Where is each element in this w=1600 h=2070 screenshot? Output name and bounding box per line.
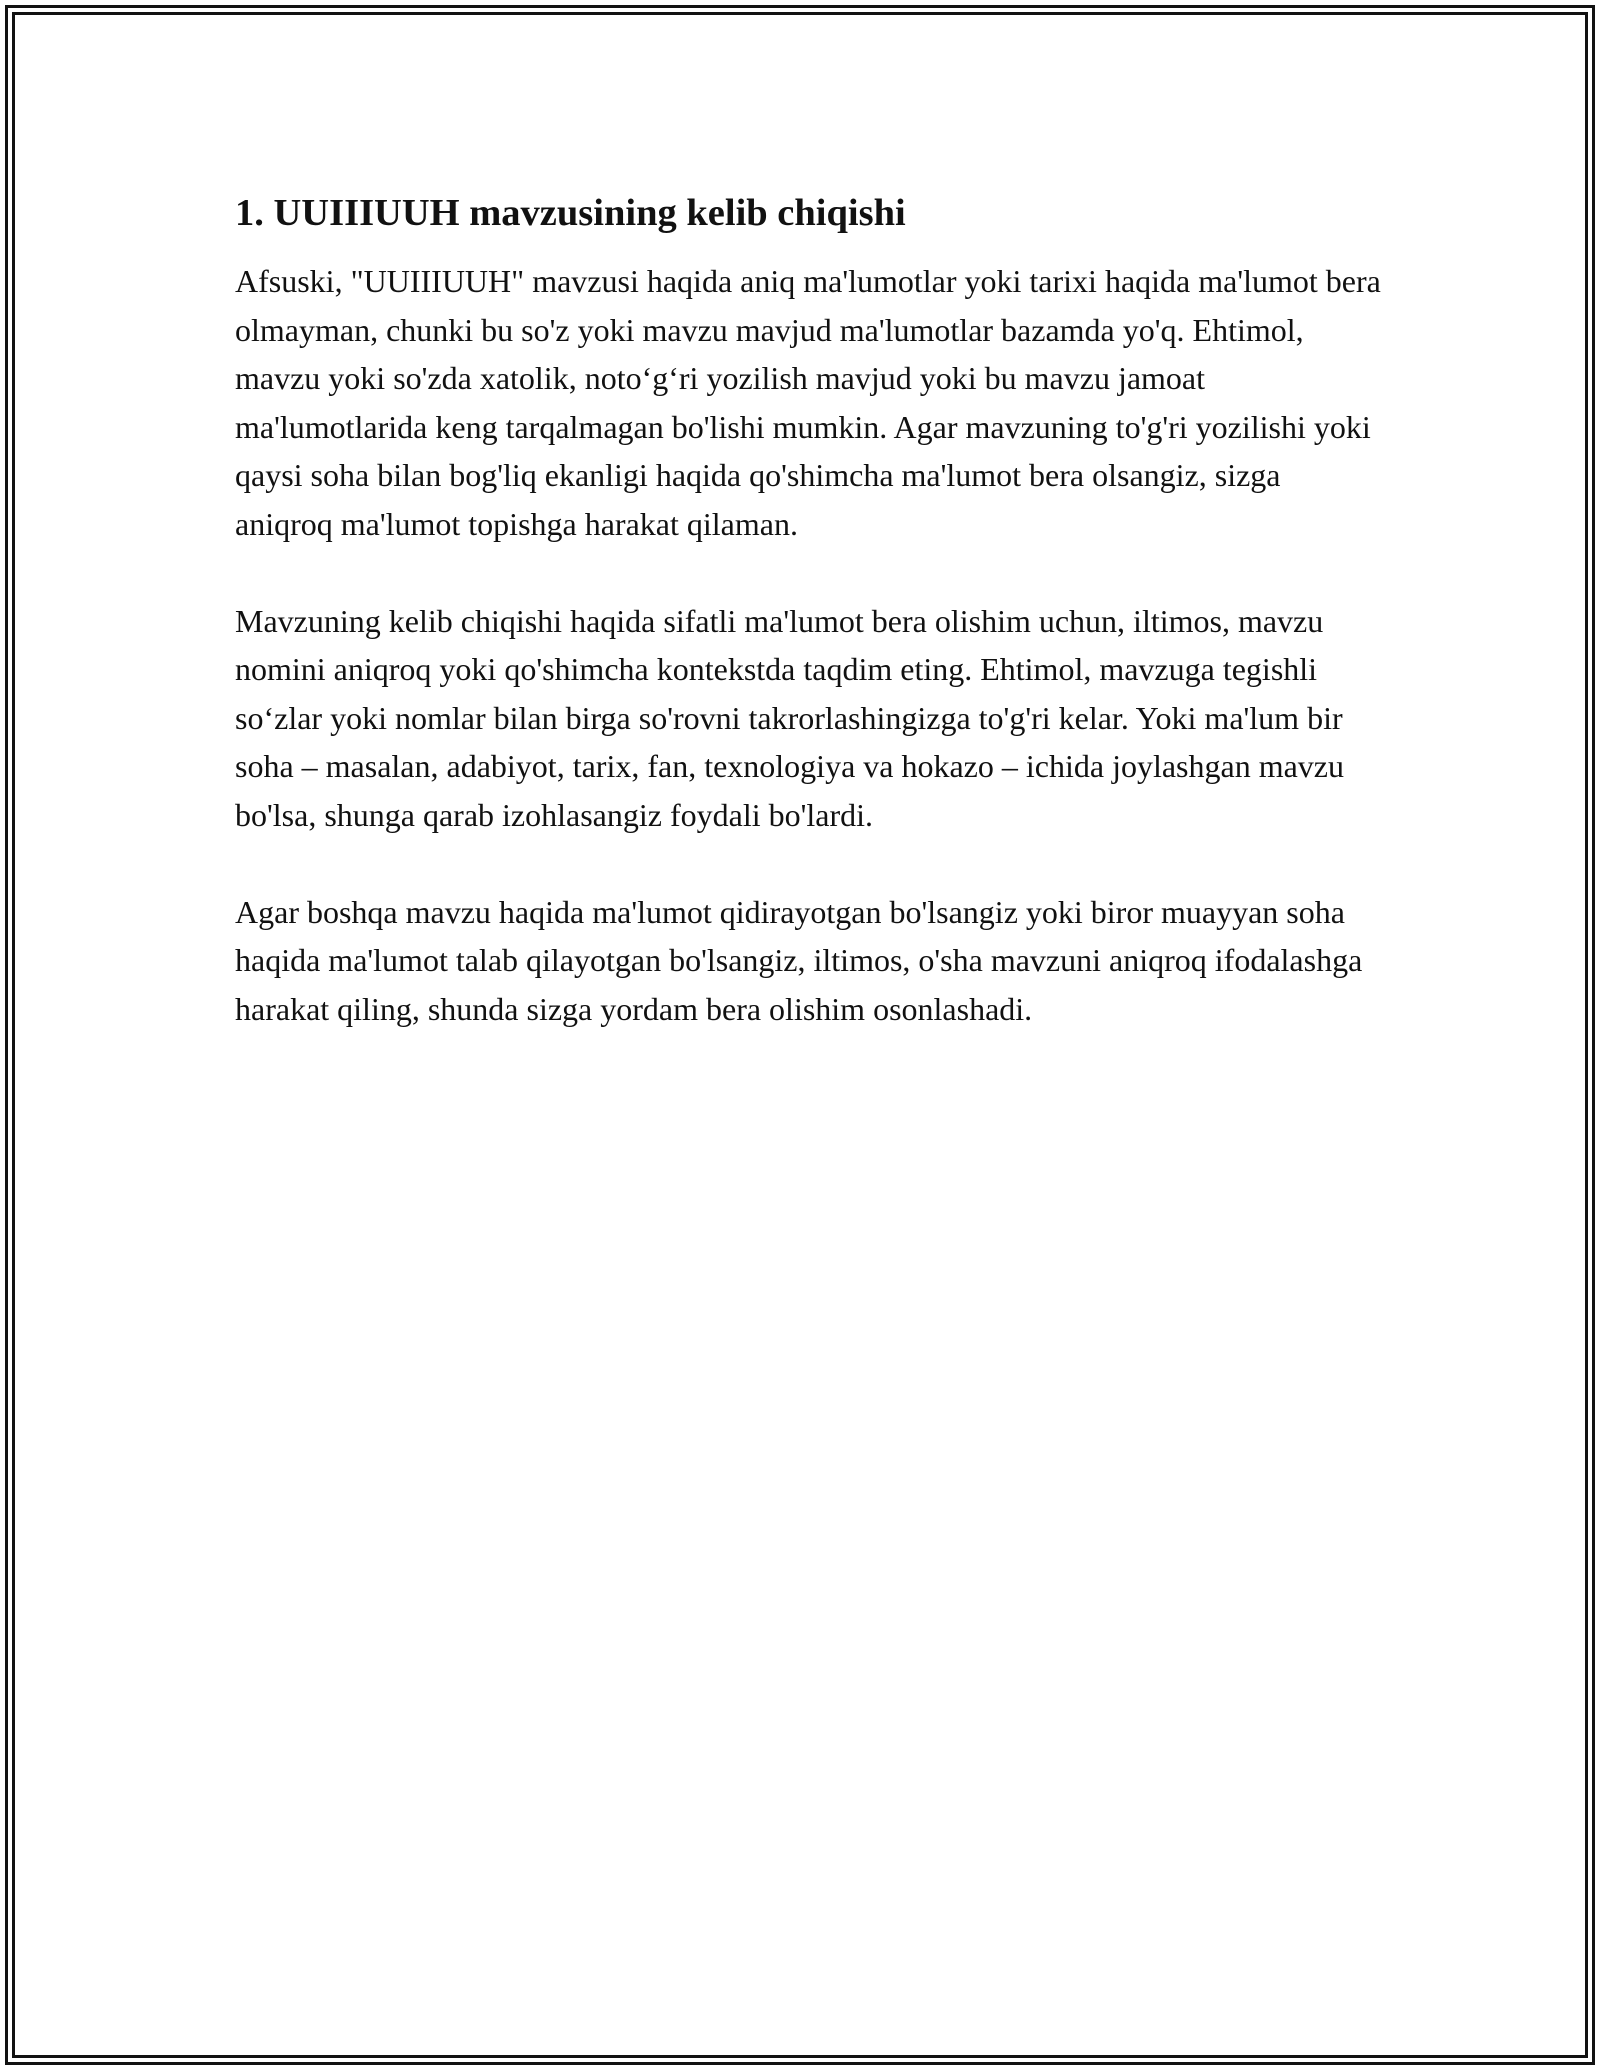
section-heading: 1. UUIIIUUH mavzusining kelib chiqishi [235, 192, 906, 234]
paragraph-2: Mavzuning kelib chiqishi haqida sifatli ma'lumot bera olishim uchun, iltimos, mavzu nomini aniqroq yoki qo'shimcha kontekstda taqdim eting. Ehtimol, mavzuga tegishli so‘zlar yoki nomlar bilan birga so'rovni takrorlashingizga to'g'ri kelar. Yoki ma'lum bir soha – masalan, adabiyot, tarix, fan, texnologiya va hokazo – ichida joylashgan mavzu bo'lsa, shunga qarab izohlasangiz foydali bo'lardi. [235, 602, 1344, 833]
paragraph-1: Afsuski, "UUIIIUUH" mavzusi haqida aniq ma'lumotlar yoki tarixi haqida ma'lumot bera olmayman, chunki bu so'z yoki mavzu mavjud ma'lumotlar bazamda yo'q. Ehtimol, mavzu yoki so'zda xatolik, noto‘g‘ri yozilish mavjud yoki bu mavzu jamoat ma'lumotlarida keng tarqalmagan bo'lishi mumkin. Agar mavzuning to'g'ri yozilishi yoki qaysi soha bilan bog'liq ekanligi haqida qo'shimcha ma'lumot bera olsangiz, sizga aniqroq ma'lumot topishga harakat qilaman. [235, 263, 1381, 542]
paragraph-3: Agar boshqa mavzu haqida ma'lumot qidirayotgan bo'lsangiz yoki biror muayyan soha haqida ma'lumot talab qilayotgan bo'lsangiz, iltimos, o'sha mavzuni aniqroq ifodalashga harakat qiling, shunda sizga yordam bera olishim osonlashadi. [235, 893, 1363, 1027]
document-body [235, 185, 1385, 1082]
